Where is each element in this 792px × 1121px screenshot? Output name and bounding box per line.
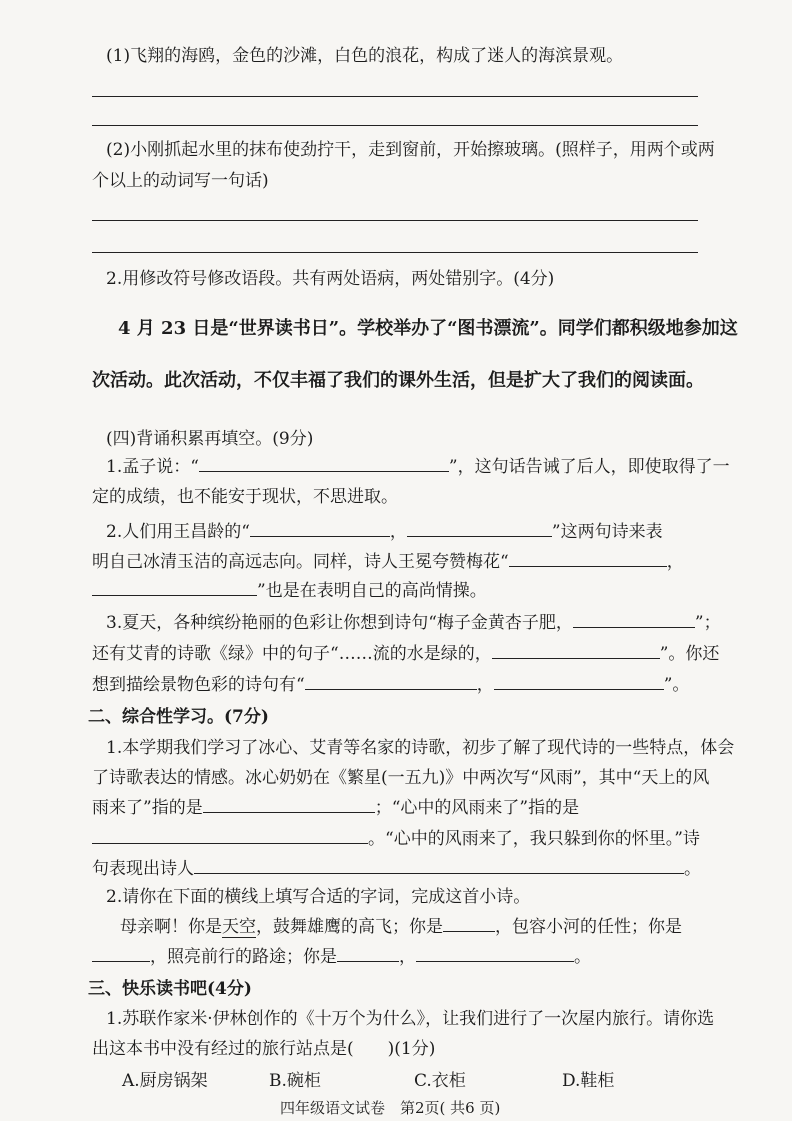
section3-heading: 三、快乐读书吧(4分) xyxy=(88,979,252,999)
q2-paragraph-line1: 4 月 23 日是“世界读书日”。学校举办了“图书漂流”。同学们都积级地参加这 xyxy=(118,318,738,339)
part4-q3-line3: 想到描绘景物色彩的诗句有“ ， ”。 xyxy=(92,675,690,695)
answer-line[interactable] xyxy=(92,125,698,126)
q2-heading: 2.用修改符号修改语段。共有两处语病，两处错别字。(4分) xyxy=(106,269,555,289)
q1-item2-line1: (2)小刚抓起水里的抹布使劲拧干，走到窗前，开始擦玻璃。(照样子，用两个或两 xyxy=(106,140,715,160)
option-d[interactable]: D.鞋柜 xyxy=(562,1071,615,1091)
fill-blank[interactable] xyxy=(494,674,664,690)
option-a[interactable]: A.厨房锅架 xyxy=(122,1071,208,1091)
fill-blank[interactable] xyxy=(573,612,695,628)
section2-q2: 2.请你在下面的横线上填写合适的字词，完成这首小诗。 xyxy=(106,887,531,907)
fill-blank[interactable] xyxy=(305,674,477,690)
page-footer: 四年级语文试卷 第2页( 共6 页) xyxy=(280,1099,501,1117)
fill-blank[interactable] xyxy=(203,797,375,813)
underlined-example: 天空 xyxy=(222,917,256,937)
part4-heading: (四)背诵积累再填空。(9分) xyxy=(106,429,314,449)
fill-blank[interactable] xyxy=(337,946,399,962)
poem-line1: 母亲啊！你是天空，鼓舞雄鹰的高飞；你是 ，包容小河的任性；你是 xyxy=(120,917,682,937)
part4-q2-line2: 明自己冰清玉洁的高远志向。同样，诗人王冕夸赞梅花“ ， xyxy=(92,552,684,572)
fill-blank[interactable] xyxy=(443,916,495,932)
section2-heading: 二、综合性学习。(7分) xyxy=(88,707,269,727)
q1-item2-line2: 个以上的动词写一句话) xyxy=(92,171,269,191)
fill-blank[interactable] xyxy=(92,828,368,844)
fill-blank[interactable] xyxy=(194,858,684,874)
fill-blank[interactable] xyxy=(416,946,574,962)
part4-q2-line1: 2.人们用王昌龄的“ ， ”这两句诗来表 xyxy=(106,522,663,542)
part4-q1-line2: 定的成绩，也不能安于现状，不思进取。 xyxy=(92,487,398,507)
part4-q3-line1: 3.夏天，各种缤纷艳丽的色彩让你想到诗句“梅子金黄杏子肥， ”； xyxy=(106,613,721,633)
fill-blank[interactable] xyxy=(250,521,390,537)
answer-line[interactable] xyxy=(92,96,698,97)
section2-line2: 了诗歌表达的情感。冰心奶奶在《繁星(一五九)》中两次写“风雨”，其中“天上的风 xyxy=(92,768,710,788)
fill-blank[interactable] xyxy=(92,946,150,962)
option-b[interactable]: B.碗柜 xyxy=(269,1071,321,1091)
q2-paragraph-line2: 次活动。此次活动，不仅丰福了我们的课外生活，但是扩大了我们的阅读面。 xyxy=(92,370,704,391)
option-c[interactable]: C.衣柜 xyxy=(414,1071,466,1091)
section2-line3: 雨来了”指的是 ；“心中的风雨来了”指的是 xyxy=(92,798,580,818)
part4-q1-line1: 1.孟子说：“ ”，这句话告诫了后人，即使取得了一 xyxy=(106,457,730,477)
q1-item1: (1)飞翔的海鸥，金色的沙滩，白色的浪花，构成了迷人的海滨景观。 xyxy=(106,46,624,66)
part4-q2-line3: ”也是在表明自己的高尚情操。 xyxy=(92,580,487,602)
fill-blank[interactable] xyxy=(199,456,449,472)
section3-line2: 出这本书中没有经过的旅行站点是( )(1分) xyxy=(92,1039,436,1059)
fill-blank[interactable] xyxy=(492,643,660,659)
section3-line1: 1.苏联作家米·伊林创作的《十万个为什么》，让我们进行了一次屋内旅行。请你选 xyxy=(106,1009,715,1029)
fill-blank[interactable] xyxy=(509,551,667,567)
section2-line1: 1.本学期我们学习了冰心、艾青等名家的诗歌，初步了解了现代诗的一些特点，体会 xyxy=(106,738,735,758)
answer-line[interactable] xyxy=(92,252,698,253)
section2-line4: 。“心中的风雨来了，我只躲到你的怀里。”诗 xyxy=(92,828,700,850)
part4-q3-line2: 还有艾青的诗歌《绿》中的句子“……流的水是绿的， ”。你还 xyxy=(92,644,720,664)
fill-blank[interactable] xyxy=(407,521,552,537)
answer-line[interactable] xyxy=(92,220,698,221)
poem-line2: ，照亮前行的路途；你是 ， 。 xyxy=(92,946,591,968)
section2-line5: 句表现出诗人 。 xyxy=(92,859,701,879)
fill-blank[interactable] xyxy=(92,580,257,596)
